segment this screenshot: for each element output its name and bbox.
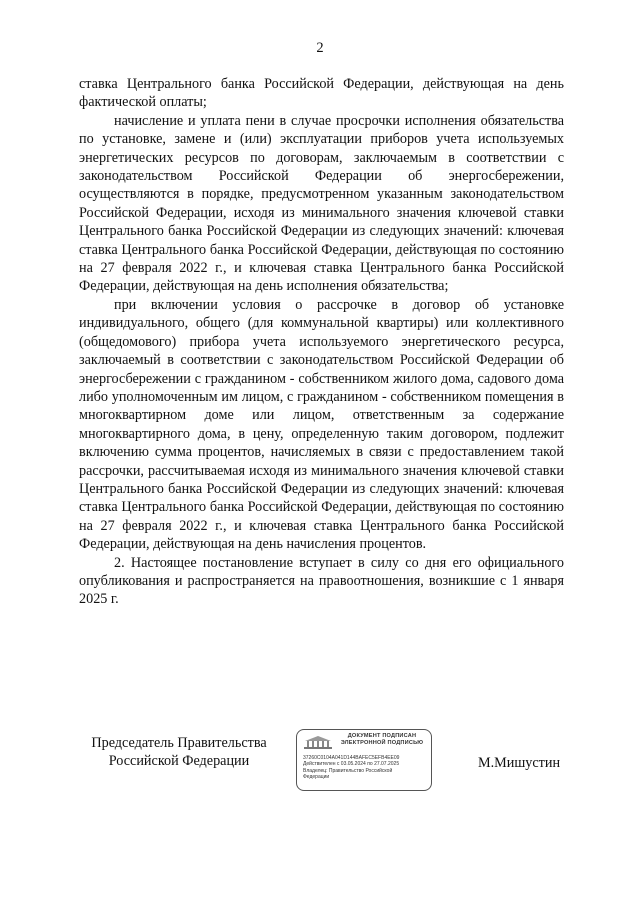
stamp-title-line: ДОКУМЕНТ ПОДПИСАН bbox=[347, 733, 417, 739]
paragraph: ставка Центрального банка Российской Федерации, действующая на день фактической оплаты; bbox=[79, 76, 564, 111]
signatory-position-line: Председатель Правительства bbox=[91, 735, 267, 751]
stamp-owner: Федерации bbox=[303, 773, 330, 780]
paragraph: 2. Настоящее постановление вступает в силу со дня его официального опубликования и распространяется на правоотношения, возникшие с 1 января 2025 г. bbox=[79, 554, 564, 608]
stamp-validity: Действителен с 03.05.2024 по 27.07.2025 bbox=[303, 761, 400, 768]
electronic-signature-stamp bbox=[296, 729, 432, 791]
page-number: 2 bbox=[316, 40, 324, 56]
signatory-position bbox=[79, 734, 279, 771]
paragraph: начисление и уплата пени в случае просрочки исполнения обязательства по установке, замене и (или) эксплуатации приборов учета используемых энергетических ресурсов по договорам, заключаемым в соответствии с законодательством Российской Федерации об энергосбережении, осуществляются в порядке, предусмотренном указанным законодательством Российской Федерации, исходя из минимального значения ключевой ставки Центрального банка Российской Федерации из следующих значений: ключевая ставка Центрального банка Российской Федерации, действующая по состоянию на 27 февраля 2022 г., и ключевая ставка Центрального банка Российской Федерации, действующая на день исполнения обязательства; bbox=[79, 112, 564, 295]
stamp-title bbox=[335, 733, 429, 747]
stamp-details bbox=[303, 755, 429, 780]
stamp-owner: Владелец: Правительство Российской bbox=[303, 767, 393, 774]
signatory-position-line: Российской Федерации bbox=[108, 753, 250, 770]
signatory-name: М.Мишустин bbox=[478, 755, 561, 771]
paragraph: при включении условия о рассрочке в договор об установке индивидуального, общего (для коммунальной квартиры) или коллективного (общедомового) прибора учета используемого энергетического ресурса, заключаемый в соответствии с законодательством Российской Федерации об энергосбережении с гражданином - собственником жилого дома, садового дома либо уполномоченным им лицом, с гражданином - собственником помещения в многоквартирном доме или лицом, ответственным за содержание многоквартирного дома, в цену, определенную таким договором, подлежит включению сумма процентов, начисляемых в связи с предоставлением такой рассрочки, рассчитываемая исходя из минимального значения ключевой ставки Центрального банка Российской Федерации из следующих значений: ключевая ставка Центрального банка Российской Федерации, действующая по состоянию на 27 февраля 2022 г., и ключевая ставка Центрального банка Российской Федерации, действующая на день начисления процентов. bbox=[79, 296, 564, 553]
document-body bbox=[79, 75, 564, 609]
stamp-title-line: ЭЛЕКТРОННОЙ ПОДПИСЬЮ bbox=[340, 740, 424, 746]
stamp-certificate: 37260C0104A041D144BAFEC5EFB4EE09 bbox=[303, 755, 400, 761]
emblem-icon bbox=[303, 735, 333, 751]
